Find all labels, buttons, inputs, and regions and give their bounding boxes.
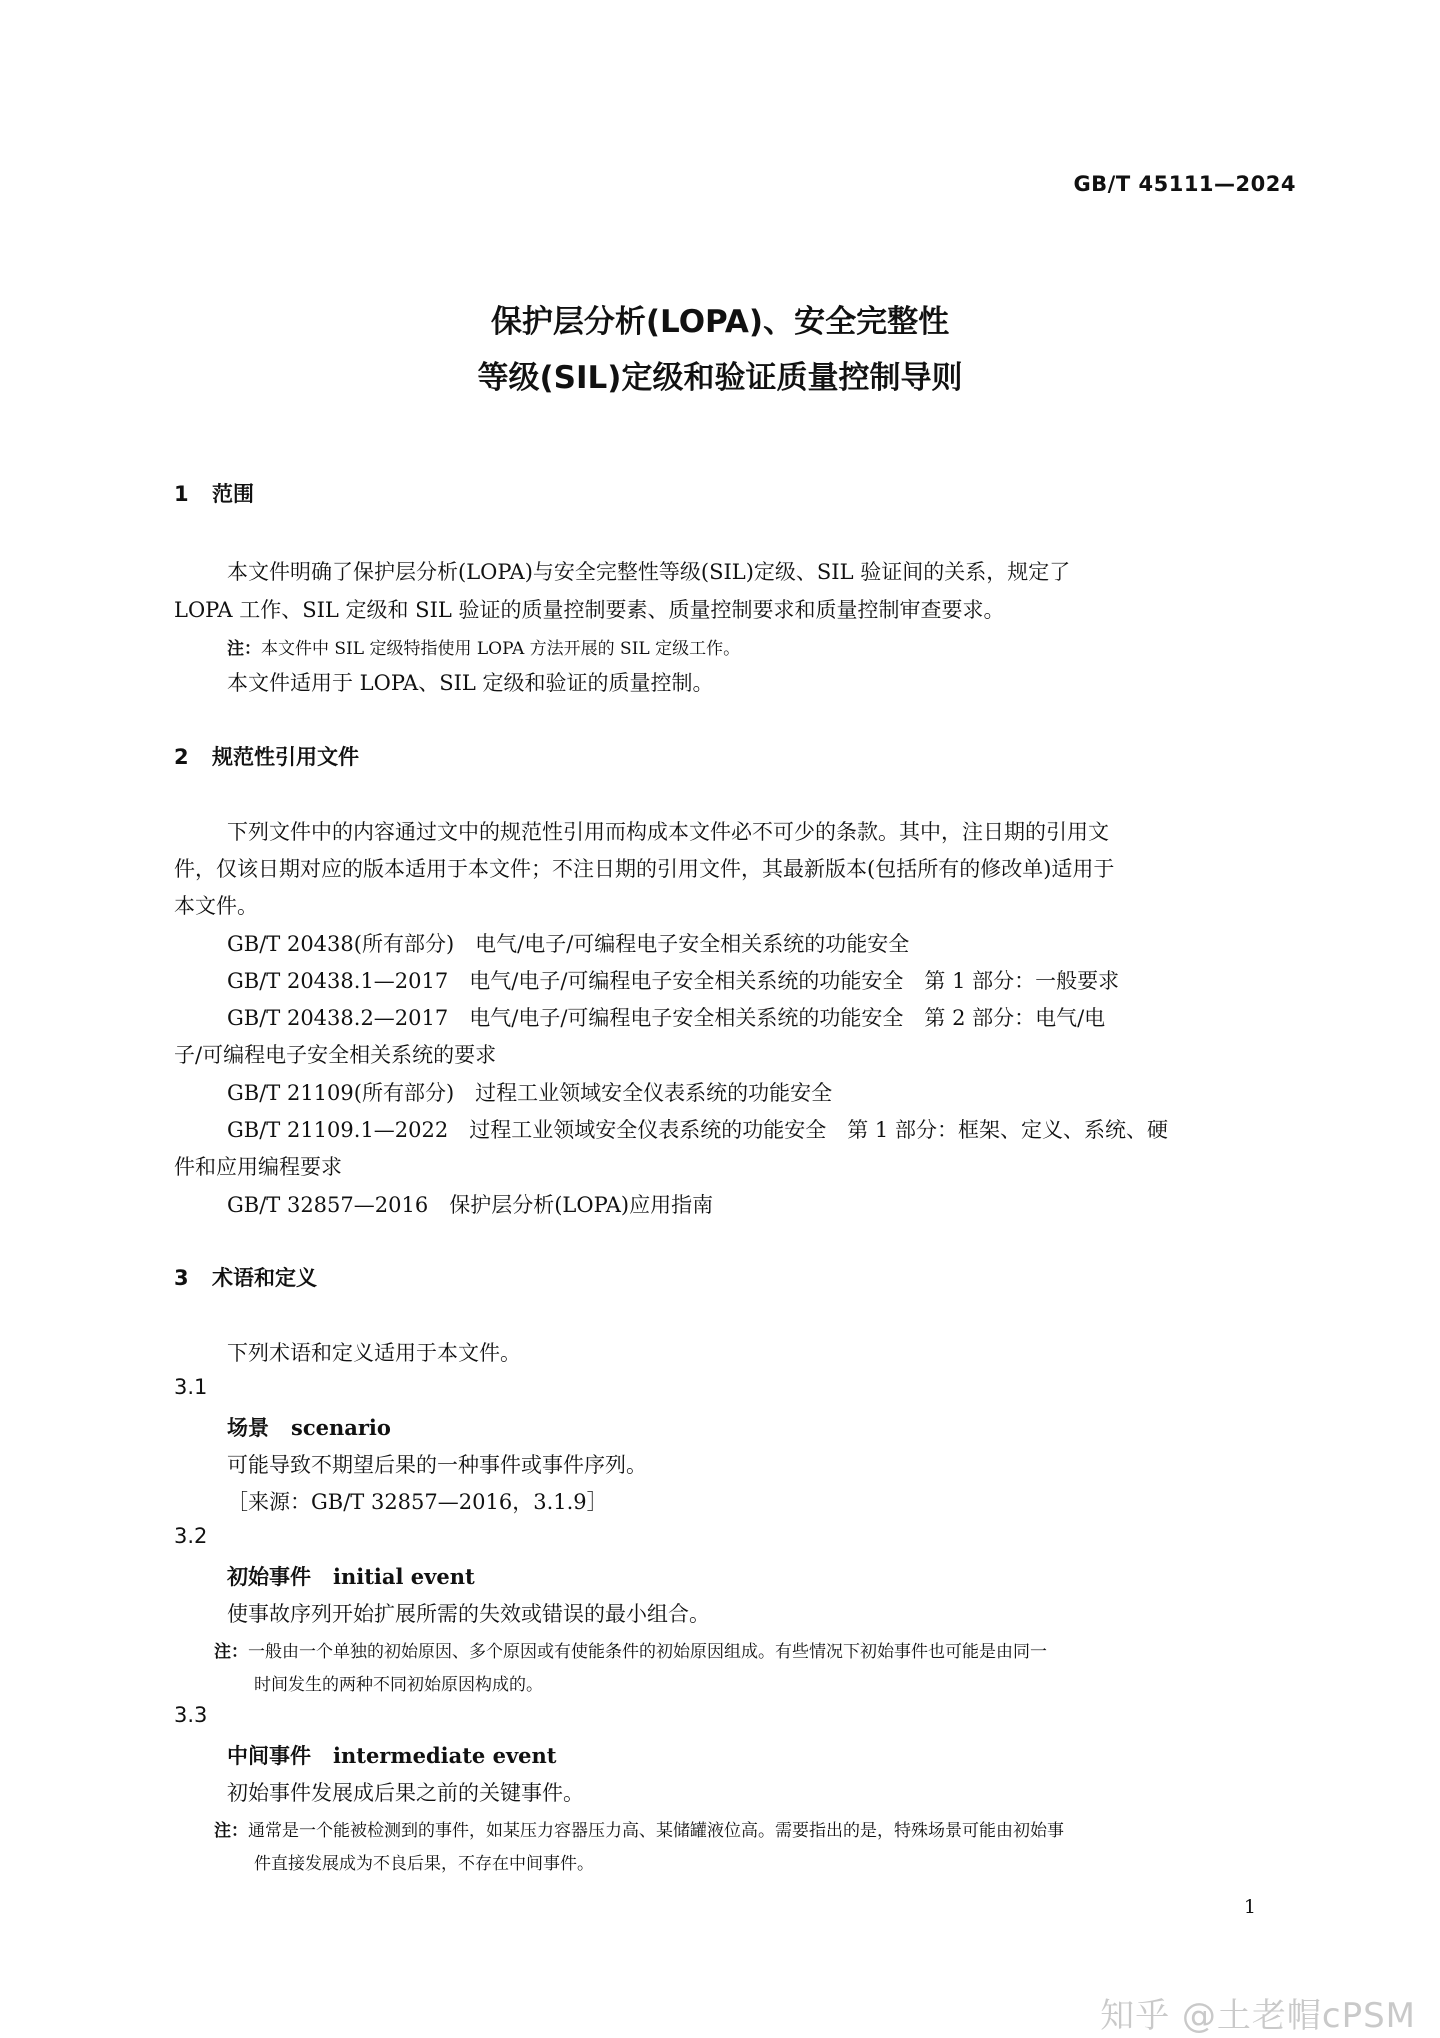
note-text: 一般由一个单独的初始原因、多个原因或有使能条件的初始原因组成。有些情况下初始事件也可能是由同一: [248, 1642, 1047, 1662]
paragraph-line: 本文件明确了保护层分析(LOPA)与安全完整性等级(SIL)定级、SIL 验证间的关系，规定了: [227, 560, 1071, 584]
reference-item: GB/T 20438(所有部分) 电气/电子/可编程电子安全相关系统的功能安全: [227, 932, 910, 956]
note-text-continued: 时间发生的两种不同初始原因构成的。: [254, 1675, 543, 1695]
watermark: 知乎 @土老帽cPSM: [1100, 1996, 1416, 2036]
term-source: ［来源：GB/T 32857—2016，3.1.9］: [227, 1490, 608, 1514]
note-text-continued: 件直接发展成为不良后果，不存在中间事件。: [254, 1854, 594, 1874]
term-entry: [227, 1412, 391, 1442]
reference-item: GB/T 20438.1—2017 电气/电子/可编程电子安全相关系统的功能安全 第 1 部分：一般要求: [227, 969, 1120, 993]
paragraph-line: 件，仅该日期对应的版本适用于本文件；不注日期的引用文件，其最新版本(包括所有的修改单)适用于: [174, 857, 1115, 881]
standard-number: GB/T 45111—2024: [1073, 172, 1296, 196]
note: [227, 634, 740, 659]
paragraph-line: 本文件适用于 LOPA、SIL 定级和验证的质量控制。: [227, 671, 714, 695]
section-number: 2: [174, 745, 189, 769]
paragraph-line: 本文件。: [174, 894, 258, 918]
section-title: 范围: [212, 482, 254, 506]
note-label: 注：: [214, 1821, 248, 1841]
note-text: 通常是一个能被检测到的事件，如某压力容器压力高、某储罐液位高。需要指出的是，特殊场景可能由初始事: [248, 1821, 1064, 1841]
document-title-line1: 保护层分析(LOPA)、安全完整性: [490, 304, 950, 340]
note: [214, 1816, 1064, 1841]
clause-number: 3.1: [174, 1375, 208, 1399]
term-en: scenario: [291, 1415, 391, 1440]
clause-number: 3.2: [174, 1524, 208, 1548]
paragraph-line: LOPA 工作、SIL 定级和 SIL 验证的质量控制要素、质量控制要求和质量控制审查要求。: [174, 598, 1005, 622]
term-definition: 可能导致不期望后果的一种事件或事件序列。: [227, 1453, 647, 1477]
section-number: 3: [174, 1266, 189, 1290]
term-definition: 使事故序列开始扩展所需的失效或错误的最小组合。: [227, 1602, 710, 1626]
section-title: 规范性引用文件: [212, 745, 359, 769]
reference-item-continued: 子/可编程电子安全相关系统的要求: [174, 1043, 497, 1067]
reference-item: GB/T 32857—2016 保护层分析(LOPA)应用指南: [227, 1193, 714, 1217]
section-number: 1: [174, 482, 189, 506]
reference-item: GB/T 21109(所有部分) 过程工业领域安全仪表系统的功能安全: [227, 1081, 833, 1105]
reference-item-continued: 件和应用编程要求: [174, 1155, 342, 1179]
term-zh: 场景: [227, 1416, 269, 1440]
term-zh: 初始事件: [227, 1565, 311, 1589]
reference-item: GB/T 20438.2—2017 电气/电子/可编程电子安全相关系统的功能安全 第 2 部分：电气/电: [227, 1006, 1106, 1030]
term-entry: [227, 1561, 475, 1591]
note-label: 注：: [214, 1642, 248, 1662]
note-text: 本文件中 SIL 定级特指使用 LOPA 方法开展的 SIL 定级工作。: [261, 639, 741, 659]
term-en: initial event: [333, 1564, 475, 1589]
paragraph-line: 下列文件中的内容通过文中的规范性引用而构成本文件必不可少的条款。其中，注日期的引用文: [227, 820, 1109, 844]
reference-item: GB/T 21109.1—2022 过程工业领域安全仪表系统的功能安全 第 1 部分：框架、定义、系统、硬: [227, 1118, 1168, 1142]
clause-number: 3.3: [174, 1703, 208, 1727]
page-number: 1: [1243, 1896, 1256, 1918]
term-en: intermediate event: [333, 1743, 557, 1768]
paragraph-line: 下列术语和定义适用于本文件。: [227, 1341, 521, 1365]
section-1-heading: [174, 478, 254, 508]
term-definition: 初始事件发展成后果之前的关键事件。: [227, 1781, 584, 1805]
note: [214, 1637, 1047, 1662]
section-title: 术语和定义: [212, 1266, 317, 1290]
document-title-line2: 等级(SIL)定级和验证质量控制导则: [477, 360, 963, 396]
note-label: 注：: [227, 639, 261, 659]
term-zh: 中间事件: [227, 1744, 311, 1768]
section-3-heading: [174, 1262, 317, 1292]
term-entry: [227, 1740, 556, 1770]
section-2-heading: [174, 741, 359, 771]
